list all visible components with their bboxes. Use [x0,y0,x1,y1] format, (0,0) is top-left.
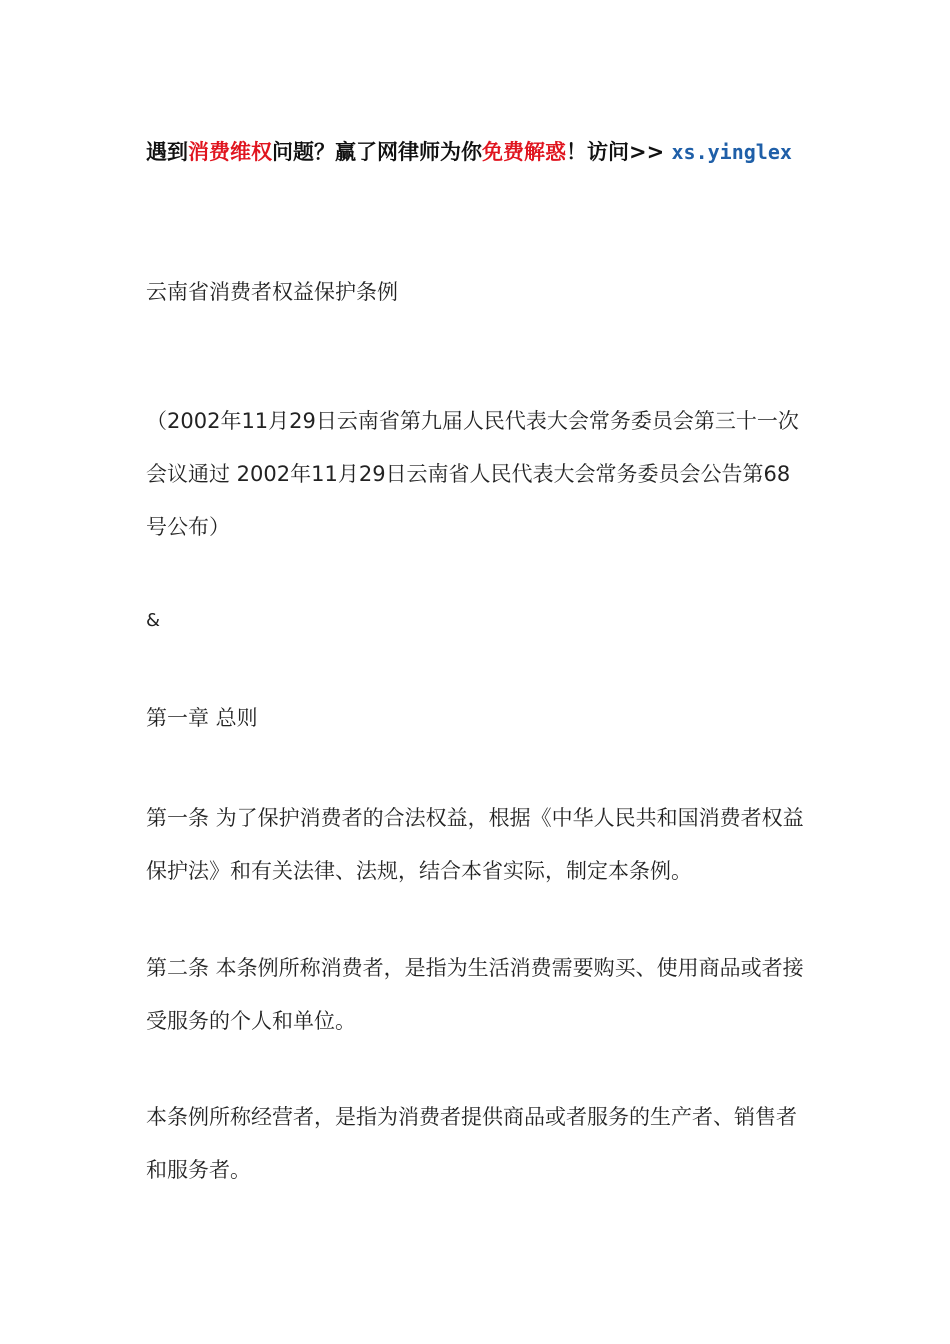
article-2-paragraph-2: 本条例所称经营者，是指为消费者提供商品或者服务的生产者、销售者和服务者。 [146,1105,797,1182]
adoption-note: （2002年11月29日云南省第九届人民代表大会常务委员会第三十一次会议通过 2002年11月29日云南省人民代表大会常务委员会公告第68号公布） [146,409,799,539]
chapter-heading: 第一章 总则 [146,706,258,730]
article-1: 第一条 为了保护消费者的合法权益，根据《中华人民共和国消费者权益保护法》和有关法律、法规，结合本省实际，制定本条例。 [146,806,804,883]
document-title: 云南省消费者权益保护条例 [146,280,398,304]
promo-banner [146,138,826,166]
banner-highlight-1: 消费维权 [188,140,272,164]
banner-text-3: ！访问>> [566,140,672,164]
ampersand-mark: & [146,610,161,631]
banner-link[interactable]: xs.yinglex [671,140,792,164]
banner-text-1: 遇到 [146,140,188,164]
banner-text-2: 问题？赢了网律师为你 [272,140,482,164]
banner-highlight-2: 免费解惑 [482,140,566,164]
article-2: 第二条 本条例所称消费者，是指为生活消费需要购买、使用商品或者接受服务的个人和单位。 [146,956,804,1033]
